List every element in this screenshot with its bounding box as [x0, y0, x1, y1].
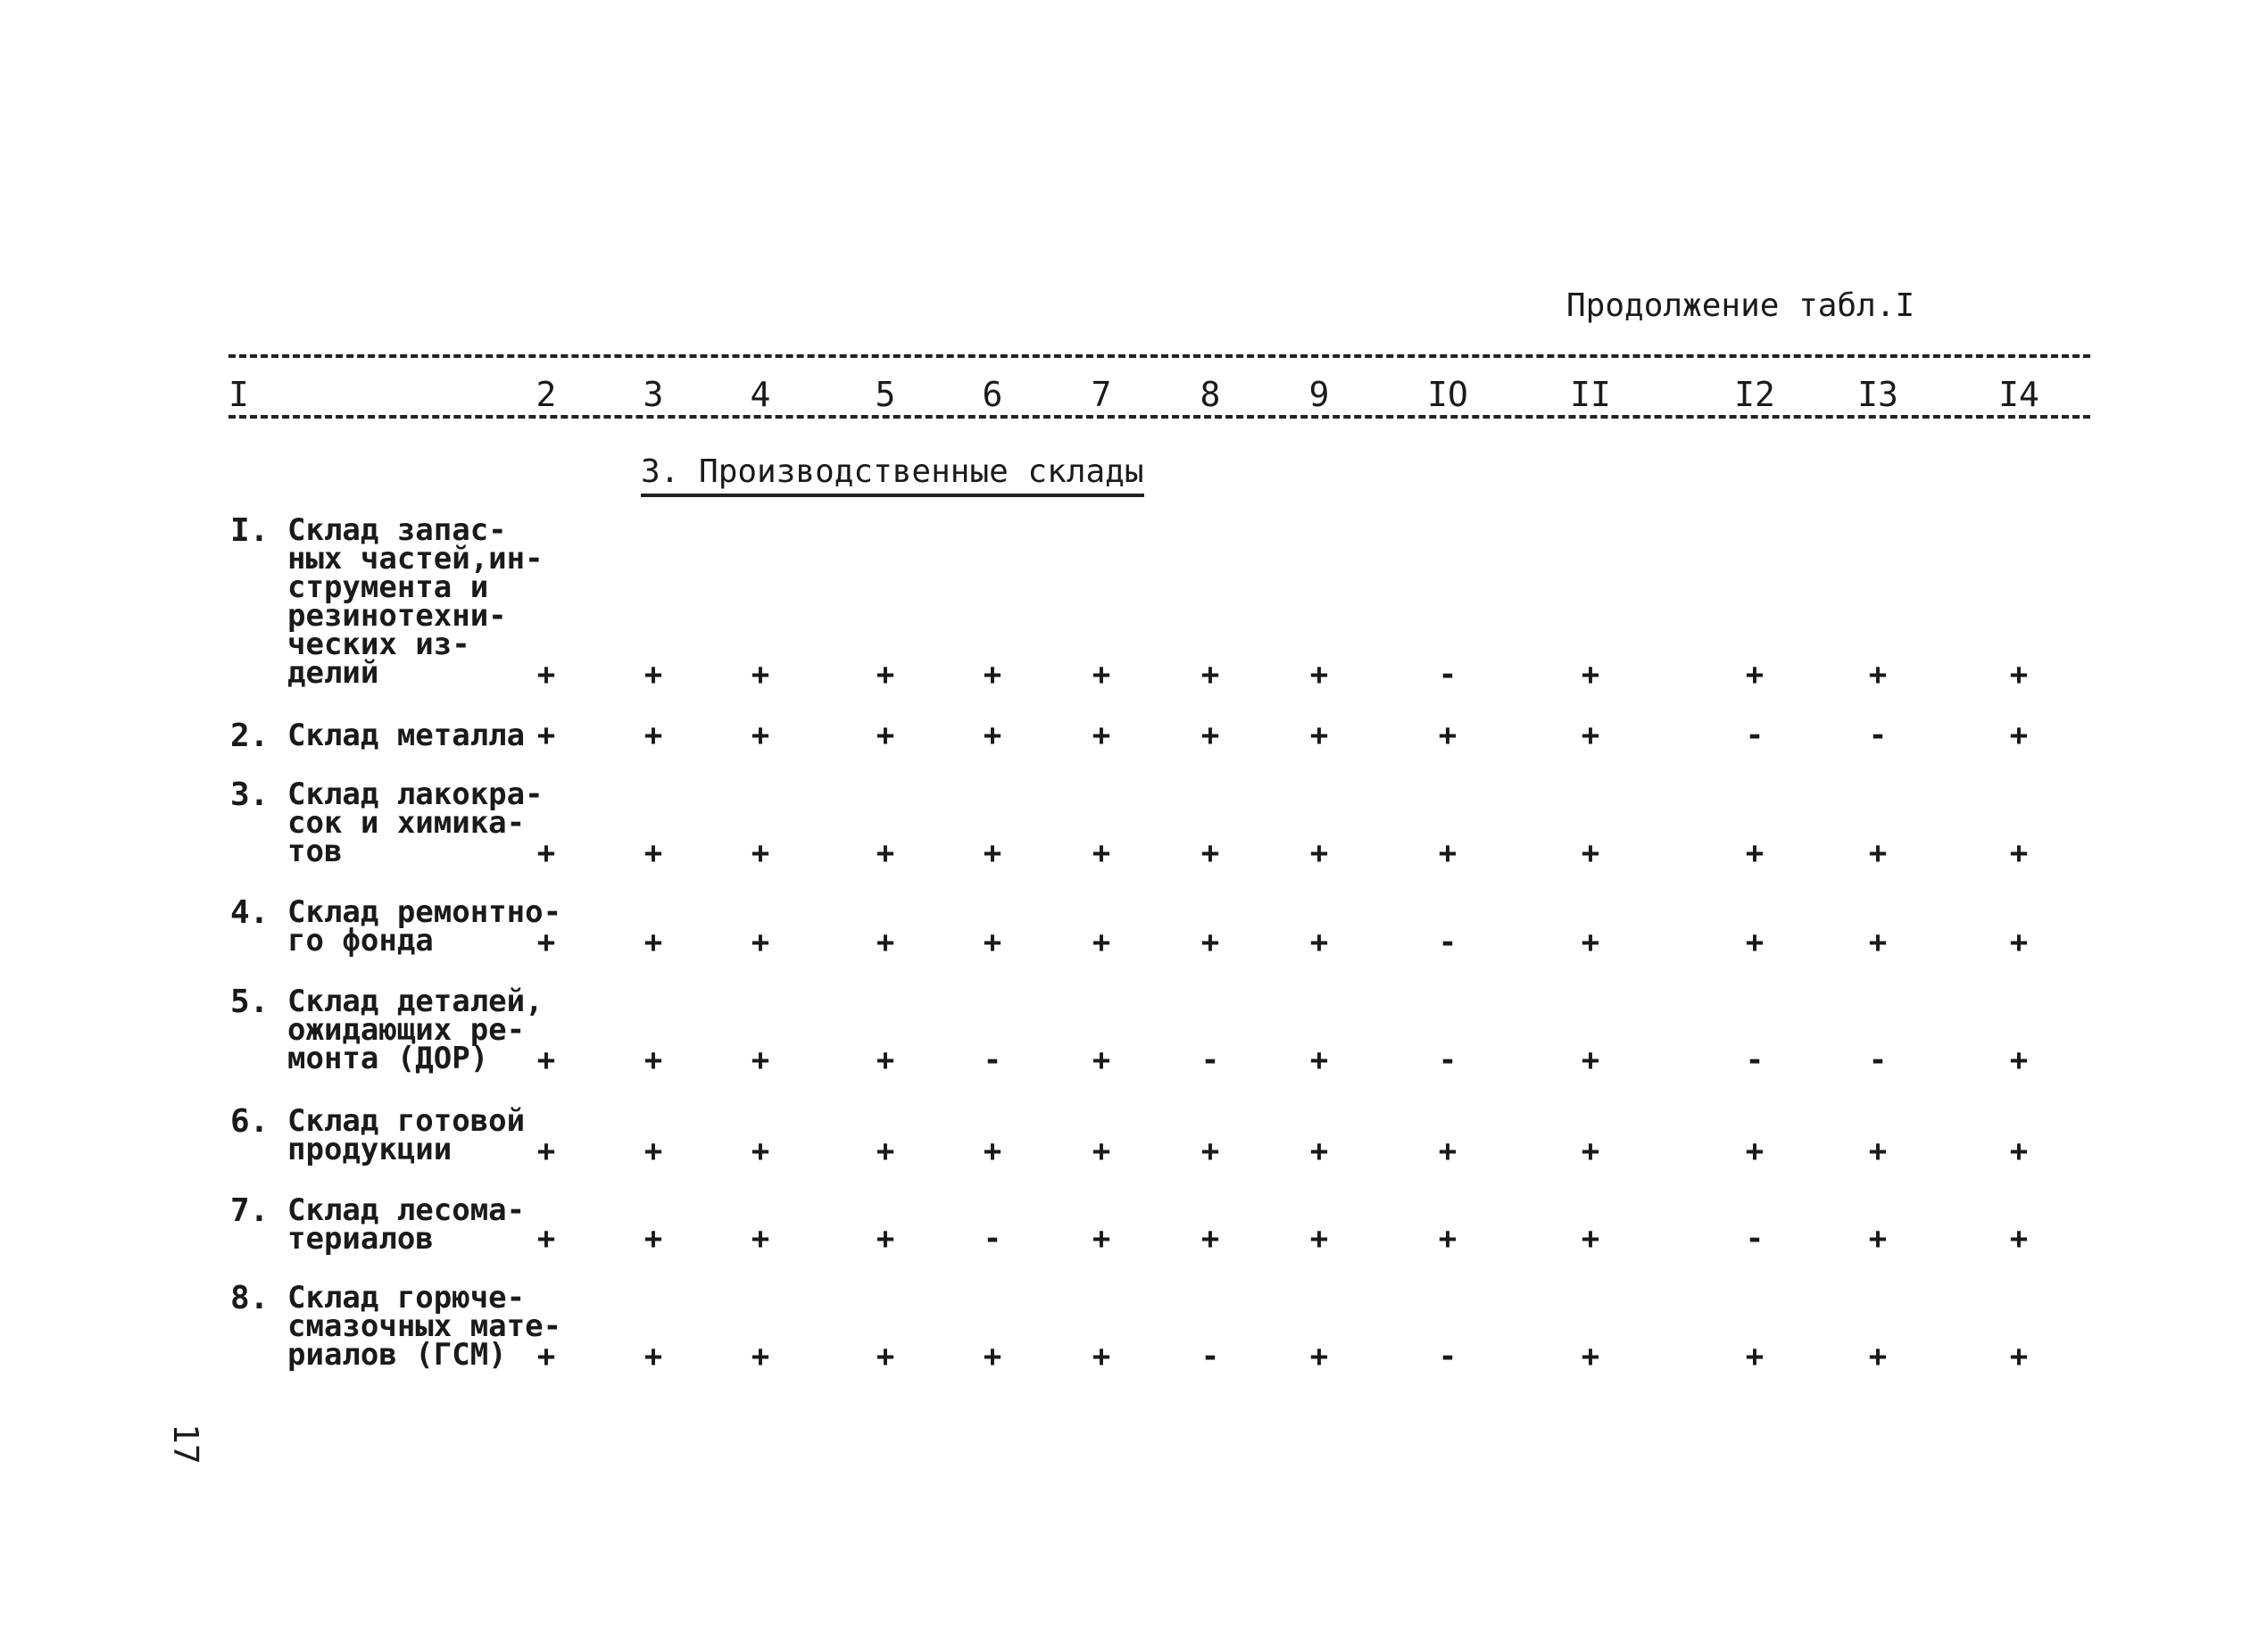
table-cell-mark: + — [1581, 1133, 1600, 1169]
row-name-line: риалов (ГСМ) — [287, 1337, 507, 1373]
row-name-line: смазочных мате- — [287, 1308, 562, 1344]
table-cell-mark: - — [1438, 1042, 1457, 1078]
table-cell-mark: + — [751, 835, 770, 871]
table-cell-mark: + — [983, 657, 1002, 693]
continuation-title: Продолжение табл.I — [1566, 287, 1915, 324]
table-cell-mark: + — [983, 1133, 1002, 1169]
row-number: 2. — [230, 718, 270, 754]
table-cell-mark: + — [1200, 718, 1220, 753]
table-cell-mark: + — [2009, 835, 2029, 871]
table-cell-mark: + — [751, 1221, 770, 1257]
row-name-line: резинотехни- — [287, 598, 507, 634]
table-cell-mark: + — [1309, 1221, 1329, 1257]
table-cell-mark: + — [1092, 835, 1111, 871]
table-cell-mark: + — [1581, 925, 1600, 960]
table-cell-mark: + — [983, 1339, 1002, 1374]
table-cell-mark: - — [1745, 1042, 1765, 1078]
table-cell-mark: + — [2009, 925, 2029, 960]
row-name — [287, 512, 555, 691]
table-cell-mark: + — [1581, 835, 1600, 871]
table-cell-mark: + — [876, 1042, 895, 1078]
table-cell-mark: + — [1200, 835, 1220, 871]
header-rule-bottom — [228, 415, 2090, 419]
table-cell-mark: + — [1200, 1133, 1220, 1169]
table-cell-mark: + — [1092, 1133, 1111, 1169]
table-cell-mark: + — [876, 925, 895, 960]
table-cell-mark: + — [644, 1221, 663, 1257]
table-cell-mark: + — [2009, 718, 2029, 753]
row-name-line: ожидающих ре- — [287, 1012, 526, 1048]
table-cell-mark: + — [1438, 835, 1457, 871]
table-cell-mark: + — [536, 835, 556, 871]
column-number: I — [228, 375, 249, 414]
table-cell-mark: + — [1581, 1221, 1600, 1257]
table-cell-mark: + — [1309, 1133, 1329, 1169]
table-cell-mark: + — [1309, 835, 1329, 871]
row-name — [287, 776, 555, 869]
column-number: I2 — [1734, 375, 1775, 414]
table-cell-mark: + — [751, 657, 770, 693]
table-cell-mark: + — [1745, 1339, 1765, 1374]
row-name-line: сок и химика- — [287, 805, 526, 841]
row-name-line: Склад запас- — [287, 512, 507, 548]
table-cell-mark: - — [983, 1042, 1002, 1078]
row-number: 5. — [230, 984, 270, 1020]
table-cell-mark: + — [1309, 718, 1329, 753]
table-cell-mark: + — [1092, 1221, 1111, 1257]
table-cell-mark: + — [876, 1133, 895, 1169]
table-cell-mark: + — [536, 718, 556, 753]
table-cell-mark: + — [1868, 1339, 1888, 1374]
row-name-line: Склад лакокра- — [287, 776, 544, 812]
table-cell-mark: + — [1309, 657, 1329, 693]
table-cell-mark: + — [1745, 657, 1765, 693]
table-cell-mark: + — [536, 1221, 556, 1257]
table-cell-mark: + — [1581, 718, 1600, 753]
row-name-line: Склад деталей, — [287, 984, 544, 1019]
row-name-line: струмента и — [287, 569, 489, 605]
column-number: 4 — [750, 375, 771, 414]
table-cell-mark: + — [1868, 1133, 1888, 1169]
table-cell-mark: + — [536, 925, 556, 960]
table-cell-mark: + — [1092, 657, 1111, 693]
row-name-line: Склад лесома- — [287, 1192, 526, 1228]
table-cell-mark: + — [644, 1133, 663, 1169]
row-name — [287, 718, 555, 753]
row-name — [287, 894, 562, 959]
column-number: I4 — [1998, 375, 2039, 414]
table-cell-mark: + — [2009, 657, 2029, 693]
table-cell-mark: + — [751, 1339, 770, 1374]
row-number: 4. — [230, 894, 270, 931]
column-number: 3 — [643, 375, 664, 414]
table-cell-mark: + — [1438, 1221, 1457, 1257]
table-cell-mark: + — [751, 1042, 770, 1078]
table-cell-mark: + — [536, 1042, 556, 1078]
table-cell-mark: - — [983, 1221, 1002, 1257]
header-rule-top — [228, 354, 2090, 358]
table-cell-mark: + — [876, 718, 895, 753]
row-name-line: Склад готовой — [287, 1103, 526, 1139]
row-name — [287, 984, 555, 1076]
table-cell-mark: - — [1200, 1339, 1220, 1374]
table-cell-mark: + — [1745, 925, 1765, 960]
row-name-line: ческих из- — [287, 627, 470, 662]
table-cell-mark: - — [1438, 925, 1457, 960]
table-cell-mark: + — [1092, 718, 1111, 753]
row-name-line: го фонда — [287, 923, 434, 959]
table-cell-mark: + — [876, 1221, 895, 1257]
row-name-line: монта (ДОР) — [287, 1041, 489, 1076]
table-cell-mark: + — [876, 835, 895, 871]
table-cell-mark: - — [1868, 718, 1888, 753]
table-cell-mark: + — [983, 925, 1002, 960]
table-cell-mark: + — [983, 835, 1002, 871]
table-cell-mark: + — [1092, 1339, 1111, 1374]
table-cell-mark: + — [1868, 835, 1888, 871]
row-number: 8. — [230, 1280, 270, 1316]
row-number: 3. — [230, 776, 270, 813]
table-cell-mark: + — [1438, 718, 1457, 753]
row-number: 6. — [230, 1103, 270, 1140]
column-number: 9 — [1308, 375, 1330, 414]
table-cell-mark: + — [1309, 1339, 1329, 1374]
column-number: 5 — [875, 375, 896, 414]
table-cell-mark: + — [876, 1339, 895, 1374]
table-cell-mark: + — [1309, 925, 1329, 960]
row-name-line: продукции — [287, 1132, 453, 1167]
column-number: IO — [1427, 375, 1468, 414]
row-name — [287, 1280, 562, 1373]
column-number: 2 — [536, 375, 557, 414]
row-name-line: териалов — [287, 1221, 434, 1257]
row-name-line: Склад горюче- — [287, 1280, 526, 1316]
table-cell-mark: + — [876, 657, 895, 693]
table-cell-mark: + — [644, 657, 663, 693]
page-number: 17 — [166, 1424, 205, 1465]
table-cell-mark: - — [1745, 1221, 1765, 1257]
row-name-line: Склад металла — [287, 718, 526, 753]
table-cell-mark: - — [1200, 1042, 1220, 1078]
table-cell-mark: + — [983, 718, 1002, 753]
table-cell-mark: + — [1868, 925, 1888, 960]
table-cell-mark: + — [1745, 835, 1765, 871]
table-cell-mark: + — [644, 835, 663, 871]
row-name — [287, 1103, 555, 1167]
table-cell-mark: + — [1092, 1042, 1111, 1078]
table-cell-mark: + — [1581, 657, 1600, 693]
row-name-line: ных частей,ин- — [287, 541, 544, 577]
table-cell-mark: + — [644, 1042, 663, 1078]
table-cell-mark: + — [1438, 1133, 1457, 1169]
table-cell-mark: + — [1581, 1042, 1600, 1078]
table-cell-mark: - — [1745, 718, 1765, 753]
table-cell-mark: + — [644, 925, 663, 960]
table-cell-mark: + — [2009, 1221, 2029, 1257]
table-cell-mark: + — [1200, 657, 1220, 693]
table-cell-mark: + — [751, 925, 770, 960]
table-cell-mark: + — [751, 718, 770, 753]
table-cell-mark: + — [644, 1339, 663, 1374]
column-number: 8 — [1200, 375, 1221, 414]
table-cell-mark: + — [1092, 925, 1111, 960]
table-cell-mark: + — [2009, 1339, 2029, 1374]
table-cell-mark: + — [1309, 1042, 1329, 1078]
table-cell-mark: - — [1868, 1042, 1888, 1078]
row-number: I. — [230, 512, 270, 549]
table-cell-mark: + — [536, 1339, 556, 1374]
row-name-line: делий — [287, 655, 379, 691]
table-cell-mark: + — [751, 1133, 770, 1169]
table-cell-mark: - — [1438, 657, 1457, 693]
table-cell-mark: + — [2009, 1042, 2029, 1078]
table-cell-mark: + — [1868, 657, 1888, 693]
section-title: 3. Производственные склады — [641, 453, 1144, 497]
table-cell-mark: + — [536, 1133, 556, 1169]
table-cell-mark: + — [1868, 1221, 1888, 1257]
column-number: II — [1570, 375, 1611, 414]
row-name-line: тов — [287, 834, 343, 869]
row-name-line: Склад ремонтно- — [287, 894, 562, 930]
table-cell-mark: + — [1200, 1221, 1220, 1257]
table-cell-mark: + — [1581, 1339, 1600, 1374]
row-number: 7. — [230, 1192, 270, 1229]
column-number: I3 — [1857, 375, 1898, 414]
column-number: 7 — [1091, 375, 1112, 414]
row-name — [287, 1192, 555, 1257]
table-cell-mark: + — [2009, 1133, 2029, 1169]
column-number: 6 — [982, 375, 1003, 414]
table-cell-mark: + — [536, 657, 556, 693]
table-cell-mark: - — [1438, 1339, 1457, 1374]
table-cell-mark: + — [644, 718, 663, 753]
table-cell-mark: + — [1200, 925, 1220, 960]
table-cell-mark: + — [1745, 1133, 1765, 1169]
